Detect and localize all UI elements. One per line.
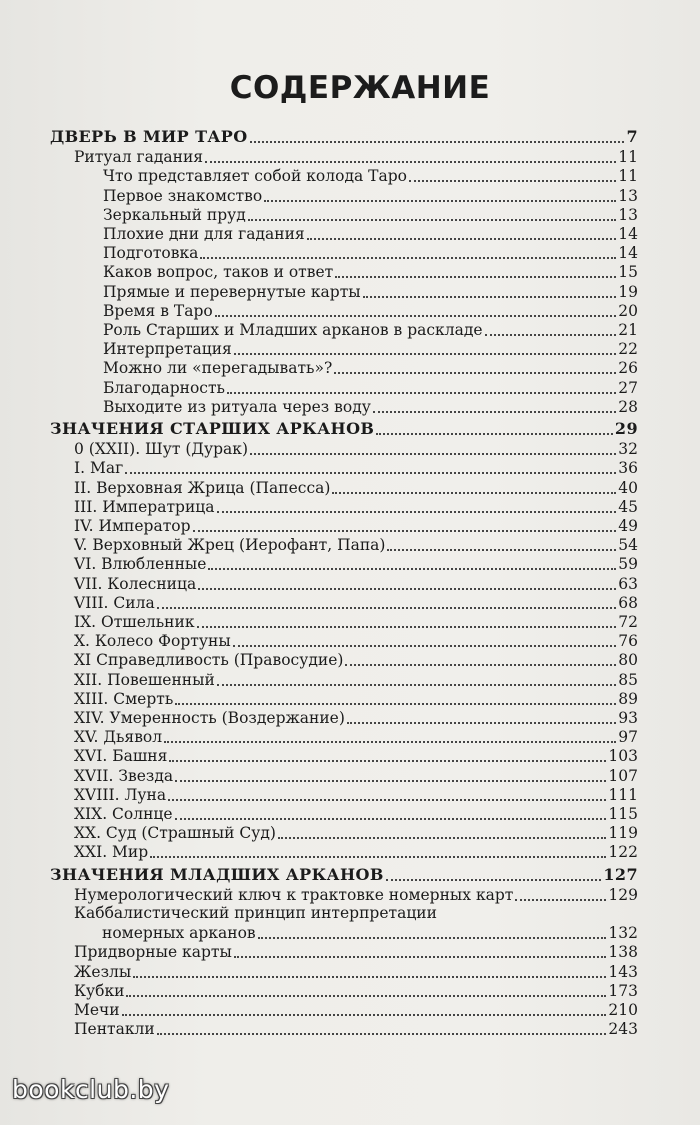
toc-entry-label: X. Колесо Фортуны xyxy=(74,632,231,651)
toc-entry-label: Нумерологический ключ к трактовке номерных карт xyxy=(74,885,514,904)
toc-entry-label: Благодарность xyxy=(103,378,225,397)
toc-entry xyxy=(74,592,638,612)
toc-page-number: 111 xyxy=(608,785,638,804)
toc-page-number: 54 xyxy=(618,536,638,555)
dot-leader xyxy=(215,315,617,317)
toc-page-number: 76 xyxy=(618,632,638,651)
watermark: bookclub.by xyxy=(12,1075,170,1104)
toc-page-number: 14 xyxy=(618,244,638,263)
dot-leader xyxy=(217,511,617,513)
toc-entry-label: XI Справедливость (Правосудие) xyxy=(74,651,344,670)
toc-page-number: 40 xyxy=(618,478,638,497)
page-title: СОДЕРЖАНИЕ xyxy=(229,70,491,106)
toc-entry xyxy=(74,146,638,166)
toc-page-number: 132 xyxy=(608,924,638,943)
toc-entry-label: VIII. Сила xyxy=(74,593,155,612)
toc-entry xyxy=(74,884,638,904)
toc-entry xyxy=(74,630,638,650)
toc-entry-label: Время в Таро xyxy=(103,301,213,320)
toc-entry xyxy=(74,1018,638,1038)
dot-leader xyxy=(168,799,606,801)
toc-entry xyxy=(74,611,638,631)
toc-entry-label: Прямые и перевернутые карты xyxy=(103,282,361,301)
dot-leader xyxy=(175,818,607,820)
toc-entry-label: ЗНАЧЕНИЯ СТАРШИХ АРКАНОВ xyxy=(50,419,375,438)
toc-entry xyxy=(103,357,638,377)
toc-entry-label: Первое знакомство xyxy=(103,186,263,205)
dot-leader xyxy=(217,684,616,686)
dot-leader xyxy=(363,296,617,298)
dot-leader xyxy=(345,664,616,666)
table-of-contents xyxy=(0,126,700,1076)
toc-entry xyxy=(103,261,638,281)
toc-entry xyxy=(74,999,638,1019)
toc-entry-label: Выходите из ритуала через воду xyxy=(103,397,371,416)
dot-leader xyxy=(157,607,617,609)
dot-leader xyxy=(198,588,616,590)
toc-page-number: 143 xyxy=(608,962,638,981)
toc-entry-label: Роль Старших и Младших арканов в раскладе xyxy=(103,321,483,339)
toc-entry-label: ЗНАЧЕНИЯ МЛАДШИХ АРКАНОВ xyxy=(50,864,384,884)
toc-section xyxy=(50,126,638,146)
toc-entry xyxy=(74,496,638,516)
toc-entry xyxy=(103,242,638,262)
toc-page-number: 13 xyxy=(618,205,638,224)
toc-entry-label: XIII. Смерть xyxy=(74,689,174,708)
toc-page-number: 119 xyxy=(608,824,638,843)
dot-leader xyxy=(347,722,616,724)
toc-entry-label: XVI. Башня xyxy=(74,747,168,766)
dot-leader xyxy=(208,568,616,570)
dot-leader xyxy=(515,899,606,901)
dot-leader xyxy=(258,937,607,939)
toc-page-number: 173 xyxy=(608,981,638,1000)
dot-leader xyxy=(250,141,625,143)
toc-entry-label: XII. Повешенный xyxy=(74,670,215,689)
toc-entry xyxy=(74,765,638,785)
toc-entry-label: II. Верховная Жрица (Папесса) xyxy=(74,478,331,497)
dot-leader xyxy=(332,492,616,494)
toc-entry-label: XV. Дьявол xyxy=(74,728,163,747)
toc-page-number: 122 xyxy=(608,843,638,862)
toc-page-number: 14 xyxy=(618,225,638,243)
toc-entry xyxy=(103,377,638,397)
toc-entry-label: VII. Колесница xyxy=(74,574,197,593)
toc-section xyxy=(50,418,638,438)
toc-entry-label: XXI. Мир xyxy=(74,843,149,862)
dot-leader xyxy=(248,219,616,221)
dot-leader xyxy=(193,530,617,532)
toc-entry xyxy=(103,396,638,416)
toc-page-number: 93 xyxy=(618,709,638,727)
dot-leader xyxy=(409,180,616,182)
toc-entry-label: Жезлы xyxy=(74,962,132,981)
toc-entry-label: I. Маг xyxy=(74,459,124,478)
toc-section xyxy=(50,864,638,884)
dot-leader xyxy=(175,703,616,705)
toc-page-number: 63 xyxy=(618,574,638,593)
toc-page-number: 27 xyxy=(618,378,638,397)
dot-leader xyxy=(264,200,616,202)
toc-page-number: 68 xyxy=(618,593,638,612)
dot-leader xyxy=(227,392,616,394)
toc-entry-label: Каков вопрос, таков и ответ xyxy=(103,263,334,282)
toc-entry-label: Кубки xyxy=(74,981,125,1000)
dot-leader xyxy=(133,976,606,978)
toc-entry xyxy=(74,457,638,477)
dot-leader xyxy=(150,856,606,858)
toc-page-number: 26 xyxy=(618,359,638,378)
toc-page-number: 29 xyxy=(614,419,638,438)
toc-entry xyxy=(74,515,638,535)
toc-entry xyxy=(103,338,638,358)
toc-entry xyxy=(103,223,638,243)
dot-leader xyxy=(200,257,616,259)
toc-entry-label: V. Верховный Жрец (Иерофант, Папа) xyxy=(74,536,386,555)
toc-entry xyxy=(103,319,638,339)
toc-entry xyxy=(103,281,638,301)
toc-entry xyxy=(74,553,638,573)
dot-leader xyxy=(233,645,617,647)
toc-page-number: 97 xyxy=(618,728,638,747)
dot-leader xyxy=(175,780,606,782)
dot-leader xyxy=(334,372,616,374)
toc-entry xyxy=(74,707,638,727)
toc-page-number: 32 xyxy=(618,440,638,459)
toc-entry-label: Ритуал гадания xyxy=(74,148,204,167)
toc-page-number: 138 xyxy=(608,943,638,962)
toc-entry xyxy=(74,573,638,593)
dot-leader xyxy=(373,411,616,413)
toc-entry-label: Зеркальный пруд xyxy=(103,205,246,224)
toc-entry xyxy=(74,649,638,669)
toc-entry-label: номерных арканов xyxy=(102,924,256,943)
toc-page-number: 129 xyxy=(608,885,638,904)
toc-entry-label: ДВЕРЬ В МИР ТАРО xyxy=(50,127,248,146)
dot-leader xyxy=(234,956,607,958)
toc-entry-label: Можно ли «перегадывать»? xyxy=(103,359,333,378)
toc-entry xyxy=(103,204,638,224)
dot-leader xyxy=(122,1014,607,1016)
toc-entry-label: XVIII. Луна xyxy=(74,785,167,804)
dot-leader xyxy=(197,626,617,628)
toc-entry-label: VI. Влюбленные xyxy=(74,555,207,574)
toc-page-number: 36 xyxy=(618,459,638,478)
toc-entry-label: XX. Суд (Страшный Суд) xyxy=(74,824,276,843)
toc-entry-label: Подготовка xyxy=(103,244,199,263)
toc-entry xyxy=(74,438,638,458)
toc-entry-label: XIX. Солнце xyxy=(74,805,173,823)
toc-page-number: 49 xyxy=(618,517,638,535)
toc-page-number: 21 xyxy=(618,321,638,339)
toc-entry-label: Каббалистический принцип интерпретации xyxy=(74,904,437,922)
toc-entry xyxy=(74,941,638,961)
toc-entry-label: Плохие дни для гадания xyxy=(103,225,305,243)
toc-entry xyxy=(74,534,638,554)
toc-entry xyxy=(103,165,638,185)
toc-entry xyxy=(74,688,638,708)
toc-entry-label: XIV. Умеренность (Воздержание) xyxy=(74,709,345,727)
dot-leader xyxy=(125,472,616,474)
toc-entry-label: IX. Отшельник xyxy=(74,613,195,631)
toc-page-number: 243 xyxy=(608,1020,638,1039)
dot-leader xyxy=(307,238,617,240)
toc-entry xyxy=(74,745,638,765)
dot-leader xyxy=(164,741,616,743)
toc-entry xyxy=(74,841,638,861)
dot-leader xyxy=(205,161,616,163)
toc-page-number: 13 xyxy=(618,186,638,205)
toc-entry-label: Пентакли xyxy=(74,1020,155,1039)
dot-leader xyxy=(250,453,616,455)
toc-page-number: 19 xyxy=(618,282,638,301)
toc-entry xyxy=(74,980,638,1000)
toc-entry-label: IV. Император xyxy=(74,517,191,535)
toc-page-number: 127 xyxy=(603,864,638,884)
toc-entry-label: Интерпретация xyxy=(103,340,232,359)
toc-entry xyxy=(103,300,638,320)
toc-page-number: 20 xyxy=(618,301,638,320)
toc-page-number: 59 xyxy=(618,555,638,574)
toc-page-number: 15 xyxy=(618,263,638,282)
dot-leader xyxy=(234,353,616,355)
toc-entry-label: III. Императрица xyxy=(74,497,215,516)
dot-leader xyxy=(376,433,613,435)
toc-page-number: 89 xyxy=(618,689,638,708)
toc-entry xyxy=(74,803,638,823)
toc-entry xyxy=(74,784,638,804)
dot-leader xyxy=(169,760,606,762)
toc-entry-label: Что представляет собой колода Таро xyxy=(103,167,407,186)
toc-page-number: 7 xyxy=(626,127,638,146)
toc-entry xyxy=(74,726,638,746)
toc-page-number: 115 xyxy=(608,805,638,823)
toc-entry-label: XVII. Звезда xyxy=(74,766,174,785)
toc-entry-label: 0 (XXII). Шут (Дурак) xyxy=(74,440,249,459)
dot-leader xyxy=(278,837,606,839)
dot-leader xyxy=(157,1033,607,1035)
toc-page-number: 22 xyxy=(618,340,638,359)
toc-entry-label: Придворные карты xyxy=(74,943,232,962)
toc-entry xyxy=(74,669,638,689)
toc-entry xyxy=(74,822,638,842)
toc-entry xyxy=(102,922,638,942)
toc-page-number: 11 xyxy=(618,167,638,186)
toc-page-number: 72 xyxy=(618,613,638,631)
toc-entry xyxy=(103,185,638,205)
toc-entry-label: Мечи xyxy=(74,1001,120,1019)
toc-page-number: 28 xyxy=(618,397,638,416)
toc-page-number: 107 xyxy=(608,766,638,785)
dot-leader xyxy=(335,276,616,278)
toc-entry xyxy=(74,477,638,497)
dot-leader xyxy=(126,995,606,997)
toc-page-number: 85 xyxy=(618,670,638,689)
toc-entry xyxy=(74,961,638,981)
toc-page-number: 11 xyxy=(618,148,638,167)
toc-page-number: 103 xyxy=(608,747,638,766)
dot-leader xyxy=(485,334,617,336)
dot-leader xyxy=(387,549,616,551)
toc-page-number: 45 xyxy=(618,497,638,516)
dot-leader xyxy=(386,879,602,881)
toc-page-number: 80 xyxy=(618,651,638,670)
toc-page-number: 210 xyxy=(608,1001,638,1019)
